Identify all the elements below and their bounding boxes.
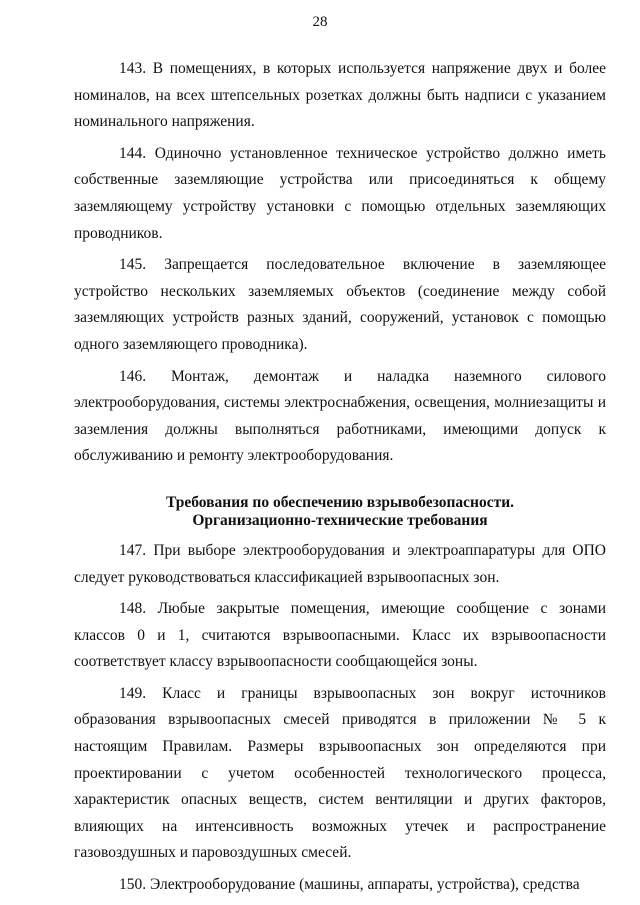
paragraph-150: 150. Электрооборудование (машины, аппараты, устройства), средства [119, 876, 580, 894]
page-number: 28 [312, 14, 328, 30]
paragraph-147: 147. При выборе электрооборудования и электроаппаратуры для ОПО следует руководствоваться классификацией взрывоопасных зон. [74, 541, 606, 586]
section-heading-line-2: Организационно-технические требования [192, 511, 488, 529]
paragraph-148: 148. Любые закрытые помещения, имеющие сообщение с зонами классов 0 и 1, считаются взрывоопасными. Класс их взрывоопасности соответствует классу взрывоопасности сообщающейся зоны. [74, 600, 606, 671]
paragraph-149: 149. Класс и границы взрывоопасных зон вокруг источников образования взрывоопасных смесей приводятся в приложении № 5 к настоящим Правилам. Размеры взрывоопасных зон определяются при проектировании с учетом особенностей технологического процесса, характеристик опасных веществ, систем вентиляции и других факторов, влияющих на интенсивность возможных утечек и распространение газовоздушных и паровоздушных смесей. [74, 684, 606, 862]
paragraph-146: 146. Монтаж, демонтаж и наладка наземного силового электрооборудования, системы электроснабжения, освещения, молниезащиты и заземления должны выполняться работниками, имеющими допуск к обслуживанию и ремонту электрооборудования. [74, 367, 606, 465]
paragraph-144: 144. Одиночно установленное техническое устройство должно иметь собственные заземляющие устройства или присоединяться к общему заземляющему устройству установки с помощью отдельных заземляющих проводников. [74, 144, 606, 242]
paragraph-143: 143. В помещениях, в которых используется напряжение двух и более номиналов, на всех штепсельных розетках должны быть надписи с указанием номинального напряжения. [74, 60, 606, 131]
section-heading [74, 494, 606, 530]
document-body [74, 56, 606, 904]
section-heading-line-1: Требования по обеспечению взрывобезопасности. [165, 493, 515, 511]
paragraph-145: 145. Запрещается последовательное включение в заземляющее устройство нескольких заземляемых объектов (соединение между собой заземляющих устройств разных зданий, сооружений, установок с помощью одного заземляющего проводника). [74, 256, 606, 353]
